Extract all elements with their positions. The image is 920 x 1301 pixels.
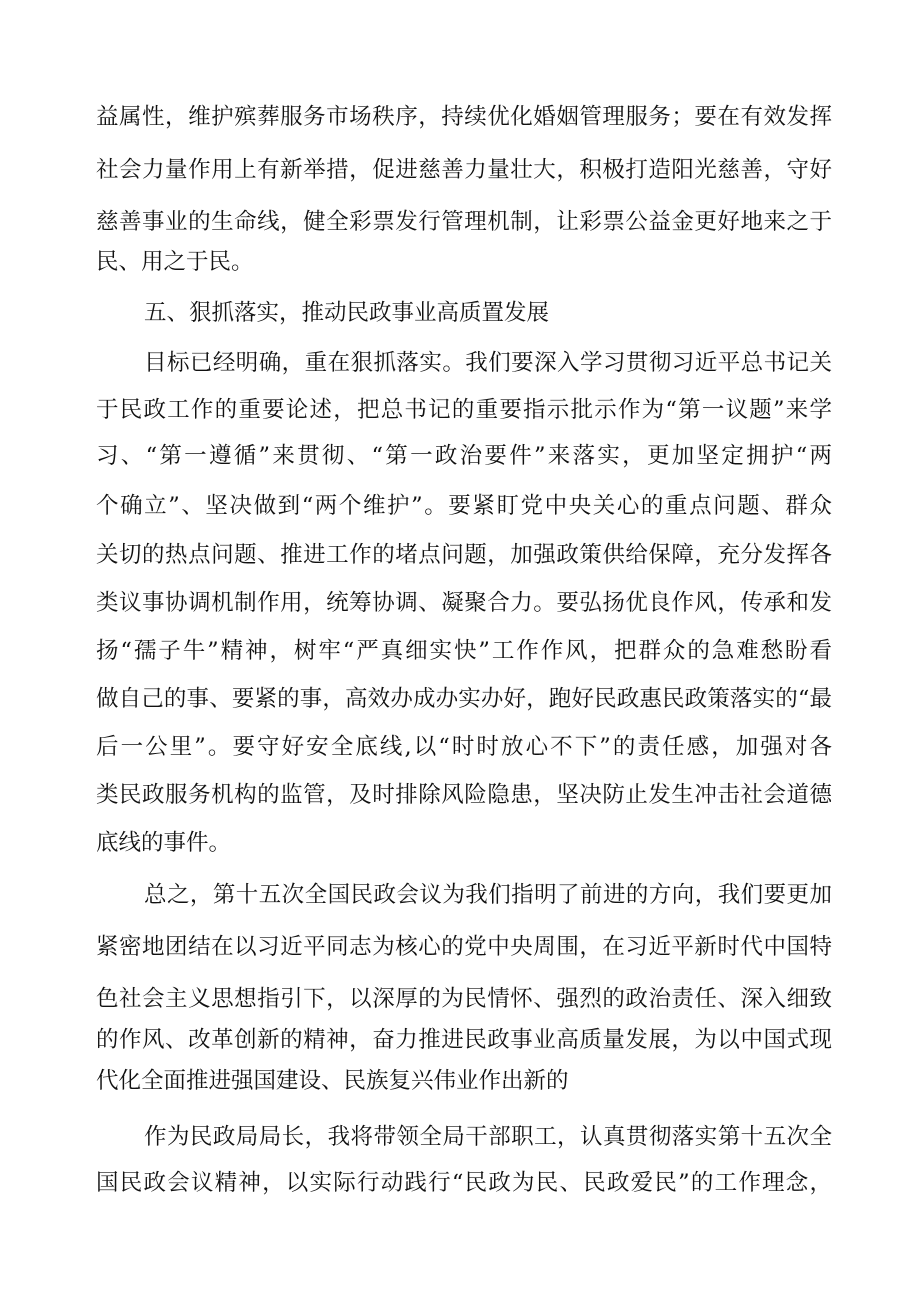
- paragraph-2-line-2: 于民政工作的重要论述，把总书记的重要指示批示作为“第一议题”来学: [96, 397, 832, 423]
- paragraph-2-line-8: 做自己的事、要紧的事，高效办成办实办好，跑好民政惠民政策落实的“最: [96, 686, 832, 712]
- paragraph-3-line-4: 的作风、改革创新的精神，奋力推进民政事业高质量发展，为以中国式现: [96, 1027, 832, 1053]
- paragraph-3-line-2: 紧密地团结在以习近平同志为核心的党中央周围，在习近平新时代中国特: [96, 934, 832, 960]
- section-5-heading: 五、狠抓落实，推动民政事业高质置发展: [144, 300, 550, 326]
- paragraph-2-line-1: 目标已经明确，重在狠抓落实。我们要深入学习贯彻习近平总书记关: [144, 350, 832, 376]
- paragraph-2-line-3: 习、“第一遵循”来贯彻、“第一政治要件”来落实，更加坚定拥护“两: [96, 443, 832, 469]
- paragraph-1-line-2: 社会力量作用上有新举措，促进慈善力量壮大，积极打造阳光慈善，守好: [96, 157, 832, 183]
- paragraph-3-line-5: 代化全面推进强国建设、民族复兴伟业作出新的: [96, 1068, 569, 1094]
- paragraph-1-line-3: 慈善事业的生命线，健全彩票发行管理机制，让彩票公益金更好地来之于: [96, 209, 832, 235]
- paragraph-4-line-2: 国民政会议精神，以实际行动践行“民政为民、民政爱民”的工作理念，: [96, 1170, 832, 1196]
- paragraph-3-line-1: 总之，第十五次全国民政会议为我们指明了前进的方向，我们要更加: [144, 882, 832, 908]
- paragraph-2-line-6: 类议事协调机制作用，统筹协调、凝聚合力。要弘扬优良作风，传承和发: [96, 590, 832, 616]
- paragraph-2-line-11: 底线的事件。: [96, 830, 232, 856]
- paragraph-1-line-4: 民、用之于民。: [96, 249, 254, 275]
- paragraph-3-line-3: 色社会主义思想指引下，以深厚的为民情怀、强烈的政治责任、深入细致: [96, 986, 832, 1012]
- paragraph-2-line-9: 后一公里”。要守好安全底线,以“时时放心不下”的责任感，加强对各: [96, 734, 832, 760]
- paragraph-2-line-7: 扬“孺子牛”精神，树牢“严真细实快”工作作风，把群众的急难愁盼看: [96, 638, 832, 664]
- paragraph-2-line-10: 类民政服务机构的监管，及时排除风险隐患，坚决防止发生冲击社会道德: [96, 782, 832, 808]
- paragraph-1-line-1: 益属性，维护殡葬服务市场秩序，持续优化婚姻管理服务；要在有效发挥: [96, 104, 832, 130]
- paragraph-2-line-5: 关切的热点问题、推进工作的堵点问题，加强政策供给保障，充分发挥各: [96, 542, 832, 568]
- paragraph-2-line-4: 个确立”、坚决做到“两个维护”。要紧盯党中央关心的重点问题、群众: [96, 493, 832, 519]
- paragraph-4-line-1: 作为民政局局长，我将带领全局干部职工，认真贯彻落实第十五次全: [144, 1124, 832, 1150]
